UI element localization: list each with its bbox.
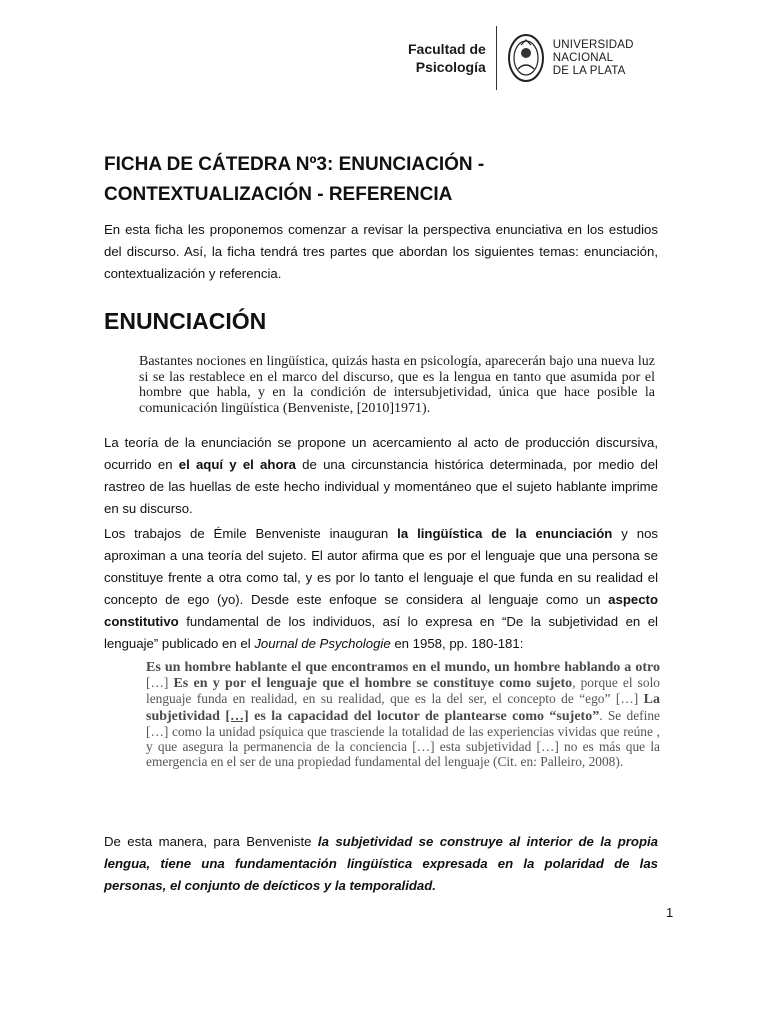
block-quote-2 bbox=[146, 659, 660, 769]
p2-journal-title: Journal de Psychologie bbox=[254, 636, 391, 651]
intro-paragraph: En esta ficha les proponemos comenzar a revisar la perspectiva enunciativa en los estudios del discurso. Así, la ficha tendrá tres partes que abordan los siguientes temas: enunciación, contextualización y referencia. bbox=[104, 222, 658, 281]
university-line-2: NACIONAL bbox=[552, 51, 614, 64]
block-quote-1: Bastantes nociones en lingüística, quizás hasta en psicología, aparecerán bajo una nueva luz si se las restablece en el marco del discurso, que es la lengua en tanto que asumida por el hombre que habla, y en la condición de intersubjetividad, única que hace posible la comunicación lingüística (Benveniste, [2010]1971). bbox=[139, 354, 655, 416]
q2-bold-4: es la capacidad del locutor de plantearse como “sujeto” bbox=[248, 708, 600, 724]
p2-text-a: Los trabajos de Émile Benveniste inauguran bbox=[104, 526, 398, 541]
p1-text-a: La teoría de la enunciación se propone un acercamiento al acto de producción discursiva, ocurrido en bbox=[104, 435, 658, 472]
q2-bold-1: Es un hombre hablante el que encontramos en el mundo, un hombre hablando a otro bbox=[146, 660, 660, 675]
p3-bold-italic: la subjetividad se construye al interior de la propia lengua, tiene una fundamentación lingüística expresada en la polaridad de las personas, el conjunto de deícticos y la temporalidad. bbox=[104, 834, 659, 893]
q2-bold-ellipsis: […] bbox=[225, 708, 249, 724]
p2-bold-2: aspecto constitutivo bbox=[104, 592, 658, 629]
paragraph-2 bbox=[104, 523, 658, 655]
faculty-name bbox=[408, 40, 496, 76]
paragraph-3 bbox=[104, 831, 658, 897]
q2-text-1: […] bbox=[146, 675, 174, 691]
university-name bbox=[553, 39, 634, 78]
p2-text-g: en 1958, pp. 180-181: bbox=[390, 636, 524, 651]
header-divider bbox=[496, 26, 497, 90]
title-line-1: FICHA DE CÁTEDRA Nº3: ENUNCIACIÓN - bbox=[104, 154, 485, 175]
p2-text-e: fundamental de los individuos, así lo expresa en “De la subjetividad en el lenguaje” publicado en el bbox=[104, 614, 658, 651]
page-number: 1 bbox=[666, 905, 674, 920]
university-seal-icon bbox=[507, 33, 545, 83]
p2-bold-1: la lingüística de la enunciación bbox=[397, 526, 613, 541]
p3-text-a: De esta manera, para Benveniste bbox=[104, 834, 318, 849]
document-title bbox=[104, 150, 664, 210]
q2-bold-3: La subjetividad bbox=[146, 692, 660, 724]
p2-text-c: y nos aproximan a una teoría del sujeto. El autor afirma que es por el lenguaje que una persona se constituye frente a otra como tal, y es por lo tanto el lenguaje el que funda en su realidad el concepto de ego (yo). Desde este enfoque se considera al lenguaje como un bbox=[104, 526, 659, 607]
faculty-line-2: Psicología bbox=[415, 59, 486, 75]
university-line-1: UNIVERSIDAD bbox=[552, 38, 634, 51]
title-line-2: CONTEXTUALIZACIÓN - REFERENCIA bbox=[104, 184, 453, 205]
university-line-3: DE LA PLATA bbox=[552, 64, 626, 77]
p1-text-c: de una circunstancia histórica determinada, por medio del rastreo de las huellas de este hecho individual y momentáneo que el sujeto hablante imprime en su discurso. bbox=[104, 457, 658, 516]
header bbox=[408, 22, 634, 94]
p1-bold: el aquí y el ahora bbox=[178, 457, 296, 472]
faculty-line-1: Facultad de bbox=[408, 41, 486, 57]
q2-bold-2: Es en y por el lenguaje que el hombre se constituye como sujeto bbox=[173, 676, 573, 692]
q2-text-3: . Se define […] como la unidad psíquica que trasciende la totalidad de las experiencias vividas que reúne , y que asegura la permanencia de la conciencia […] esta subjetividad […] no es más que la emergencia en el ser de una propiedad fundamental del lenguaje (Cit. en: Palleiro, 2008). bbox=[146, 707, 660, 770]
section-heading: ENUNCIACIÓN bbox=[104, 308, 267, 334]
paragraph-1 bbox=[104, 432, 658, 520]
q2-text-2: , porque el solo lenguaje funda en realidad, en su realidad, que es la del ser, el concepto de “ego” […] bbox=[146, 675, 660, 707]
